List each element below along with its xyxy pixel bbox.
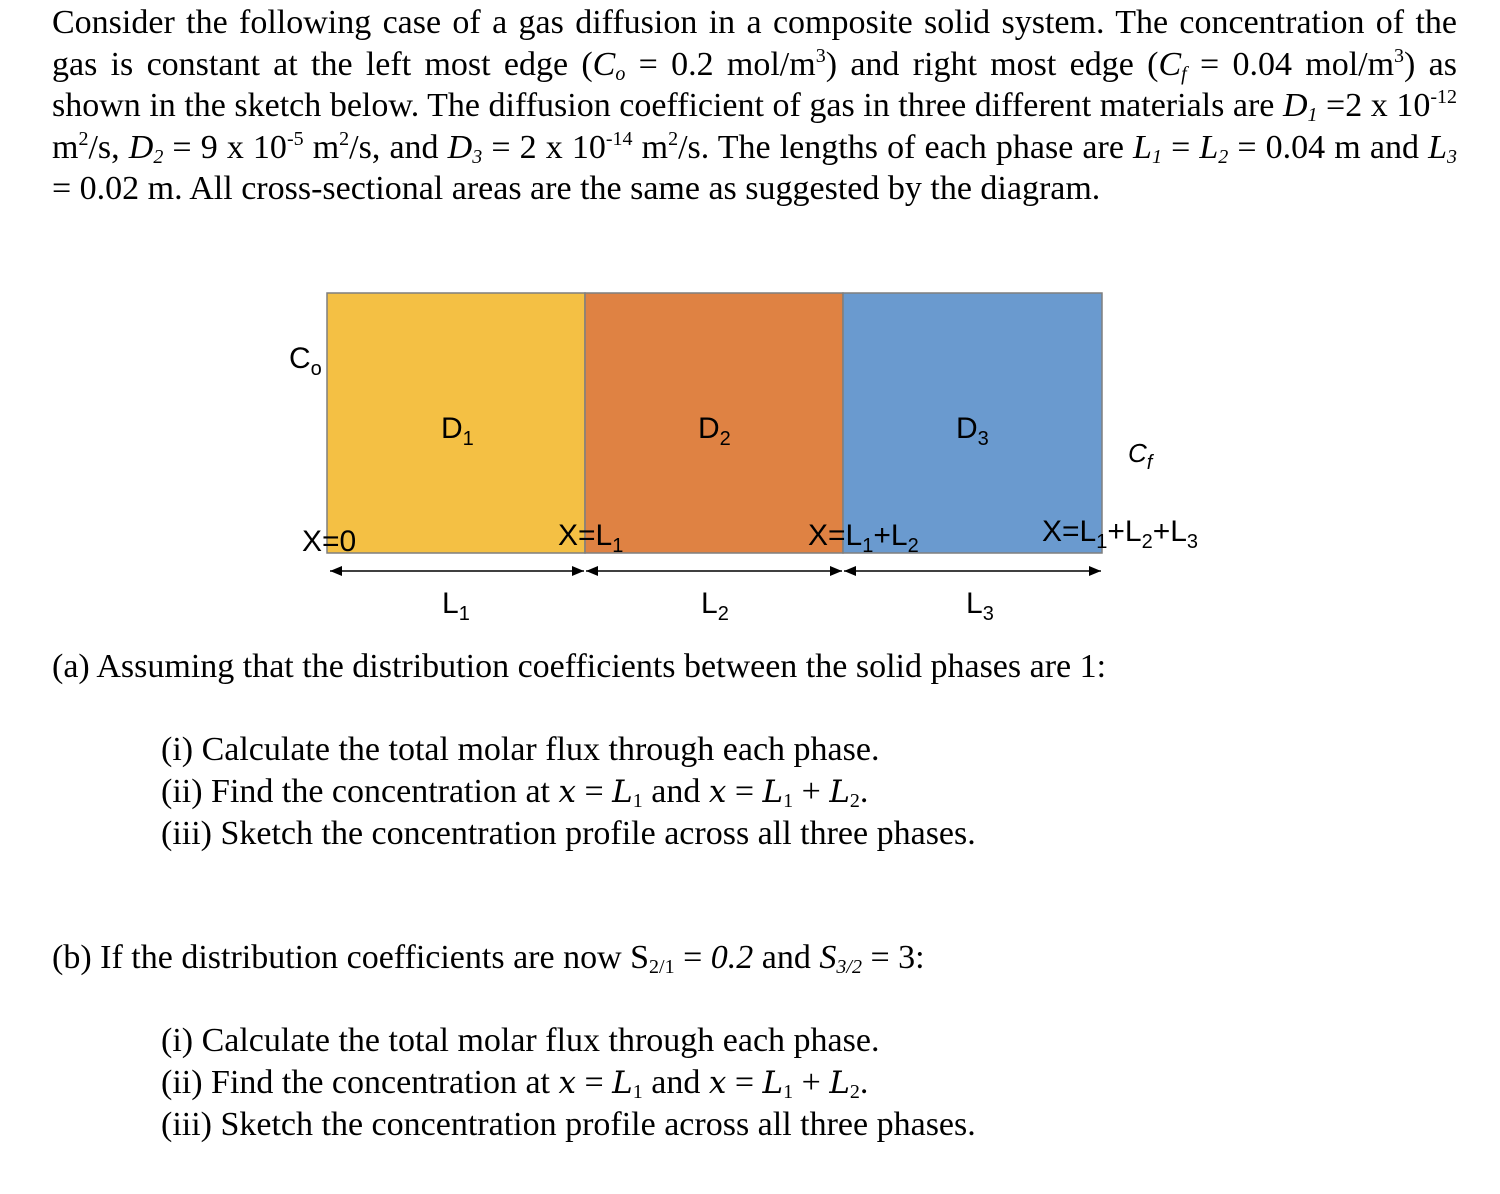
l2-symbol: L: [1199, 128, 1219, 166]
l1-subscript: 1: [1151, 145, 1162, 168]
part-b-heading: [52, 937, 925, 979]
xl123-mid2: +L: [1152, 515, 1187, 548]
part-b-ii-l1b: L: [762, 1065, 784, 1101]
intro-text-2: ) and right most edge (: [825, 45, 1159, 83]
co-value: = 0.2 mol/m: [625, 45, 816, 83]
d1-exponent: -12: [1430, 86, 1457, 108]
d3-exponent: -14: [605, 127, 633, 150]
part-b-ii-l2: L: [829, 1065, 850, 1101]
length-1-label: [442, 587, 470, 625]
part-b-eq1: =: [674, 939, 711, 976]
l12-value: = 0.04 m and: [1228, 128, 1429, 166]
xl12-sub1: 1: [862, 535, 874, 557]
part-a-question-ii: [161, 771, 868, 814]
part-a-ii-l2: L: [829, 774, 850, 810]
d2-subscript: 2: [153, 145, 164, 168]
length-3-label: [966, 587, 994, 625]
d3-unit-exponent: 2: [668, 127, 679, 150]
part-b-ii-and: and: [642, 1064, 709, 1101]
part-b-ii-l1: L: [612, 1065, 633, 1101]
cf-diagram-subscript: f: [1146, 452, 1153, 474]
d1-unit: m: [52, 128, 79, 166]
d1-symbol: D: [1282, 87, 1308, 124]
xl12-pre: X=L: [808, 519, 863, 552]
d3-unit: m: [632, 128, 669, 166]
xl123-pre: X=L: [1042, 515, 1097, 548]
part-a-ii-plus: +: [793, 773, 830, 810]
cf-subscript: f: [1181, 62, 1187, 85]
d3-diagram-symbol: D: [956, 412, 978, 445]
part-a-ii-l1: L: [612, 774, 633, 810]
l2-subscript: 2: [1218, 145, 1229, 168]
xl1-pre: X=L: [558, 519, 613, 552]
part-b-ii-x1: x: [558, 1065, 576, 1101]
xl12-mid: +L: [873, 519, 908, 552]
l3-value: = 0.02 m. All cross-sectional areas are the same as suggested by the diagram.: [52, 170, 1101, 207]
d2-unit-exponent: 2: [339, 127, 350, 150]
xl123-label: [1042, 515, 1199, 553]
length-2-symbol: L: [701, 587, 718, 620]
d2-unit: m: [303, 128, 340, 166]
part-a-ii-l2-sub: 2: [849, 790, 860, 812]
d2-unit-tail: /s, and: [349, 128, 448, 166]
part-b-ii-l1-sub: 1: [632, 1081, 643, 1103]
xl123-sub2: 2: [1141, 531, 1153, 553]
part-b-eq2: = 3:: [861, 939, 925, 976]
part-b-ii-x2: x: [708, 1065, 727, 1101]
part-b-s21-sub: 2/1: [649, 956, 675, 978]
l3-subscript: 3: [1446, 145, 1457, 168]
d2-diagram-symbol: D: [698, 412, 720, 445]
length-3-symbol: L: [966, 587, 983, 620]
cf-value: = 0.04 mol/m: [1186, 45, 1395, 83]
l1-symbol: L: [1133, 128, 1152, 166]
part-a-ii-eq2: =: [726, 773, 763, 810]
d3-value: = 2 x 10: [482, 128, 606, 166]
part-a-ii-l1-sub: 1: [632, 790, 643, 812]
d3-symbol: D: [447, 128, 473, 166]
co-symbol: C: [592, 45, 616, 83]
length-1-symbol: L: [442, 587, 459, 620]
l3-symbol: L: [1428, 128, 1447, 166]
d1-diagram-label: [441, 412, 474, 450]
co-diagram-subscript: o: [310, 358, 322, 380]
part-b-ii-end: .: [859, 1064, 869, 1101]
intro-text-3: ) as shown in the sketch below. The diffusion coefficient of gas in three different materials are: [52, 45, 1457, 124]
part-a-ii-text: (ii) Find the concentration at: [161, 773, 559, 810]
d3-diagram-label: [956, 412, 989, 450]
xl12-label: [808, 519, 919, 557]
part-a-ii-and: and: [642, 773, 709, 810]
d2-symbol: D: [128, 128, 154, 166]
d3-subscript: 3: [472, 145, 483, 168]
cf-diagram-label: [1128, 438, 1153, 474]
part-b-question-i: (i) Calculate the total molar flux through each phase.: [161, 1022, 880, 1059]
part-b-ii-l1b-sub: 1: [783, 1081, 794, 1103]
d2-exponent: -5: [286, 127, 304, 150]
cf-diagram-symbol: C: [1128, 438, 1147, 468]
part-b-question-ii: [161, 1062, 868, 1105]
part-b-pre: (b) If the distribution coefficients are now S: [52, 939, 650, 976]
length-1-subscript: 1: [458, 603, 470, 625]
co-diagram-symbol: C: [289, 342, 311, 375]
d1-unit-tail: /s,: [88, 128, 129, 166]
d3-diagram-subscript: 3: [977, 428, 989, 450]
d1-unit-exponent: 2: [78, 127, 89, 150]
cf-exponent: 3: [1394, 44, 1405, 67]
length-2-subscript: 2: [717, 603, 729, 625]
length-3-subscript: 3: [982, 603, 994, 625]
part-a-question-iii: (iii) Sketch the concentration profile across all three phases.: [161, 815, 976, 852]
l-equals: =: [1161, 128, 1200, 166]
part-a-ii-eq1: =: [575, 773, 613, 810]
part-a-heading: (a) Assuming that the distribution coefficients between the solid phases are 1:: [52, 648, 1107, 685]
d1-diagram-symbol: D: [441, 412, 463, 445]
d1-diagram-subscript: 1: [462, 428, 474, 450]
d2-value: = 9 x 10: [163, 128, 287, 166]
part-a-ii-x2: x: [708, 774, 727, 810]
co-exponent: 3: [815, 44, 826, 67]
part-b-ii-eq2: =: [726, 1064, 763, 1101]
part-b-s32-sub: 3/2: [836, 956, 862, 978]
part-b-question-iii: (iii) Sketch the concentration profile across all three phases.: [161, 1106, 976, 1143]
part-a-ii-end: .: [859, 773, 869, 810]
part-b-s21-value: 0.2: [710, 939, 754, 976]
xl1-label: [558, 519, 624, 557]
x0-label: X=0: [302, 525, 357, 558]
part-a-ii-l1b: L: [762, 774, 784, 810]
part-b-ii-plus: +: [793, 1064, 830, 1101]
d3-unit-tail: /s. The lengths of each phase are: [678, 128, 1134, 166]
xl1-sub: 1: [612, 535, 624, 557]
part-a-ii-l1b-sub: 1: [783, 790, 794, 812]
part-a-ii-x1: x: [558, 774, 576, 810]
co-diagram-label: [289, 342, 322, 380]
xl123-sub1: 1: [1096, 531, 1108, 553]
part-b-ii-text: (ii) Find the concentration at: [161, 1064, 559, 1101]
d1-subscript: 1: [1307, 104, 1318, 126]
part-b-and: and: [753, 939, 820, 976]
d1-value: =2 x 10: [1317, 87, 1431, 124]
xl12-sub2: 2: [907, 535, 919, 557]
d2-diagram-subscript: 2: [719, 428, 731, 450]
xl123-sub3: 3: [1186, 531, 1199, 553]
co-subscript: o: [615, 62, 626, 85]
part-b-ii-eq1: =: [575, 1064, 613, 1101]
cf-symbol: C: [1158, 45, 1182, 83]
length-2-label: [701, 587, 729, 625]
part-a-question-i: (i) Calculate the total molar flux through each phase.: [161, 731, 880, 768]
part-b-s32-symbol: S: [819, 939, 837, 976]
xl123-mid1: +L: [1107, 515, 1142, 548]
d2-diagram-label: [698, 412, 731, 450]
intro-text-1: Consider the following case of a gas diffusion in a composite solid system. The concentration of the gas is constant at the left most edge (: [52, 4, 1457, 83]
part-b-ii-l2-sub: 2: [849, 1081, 860, 1103]
